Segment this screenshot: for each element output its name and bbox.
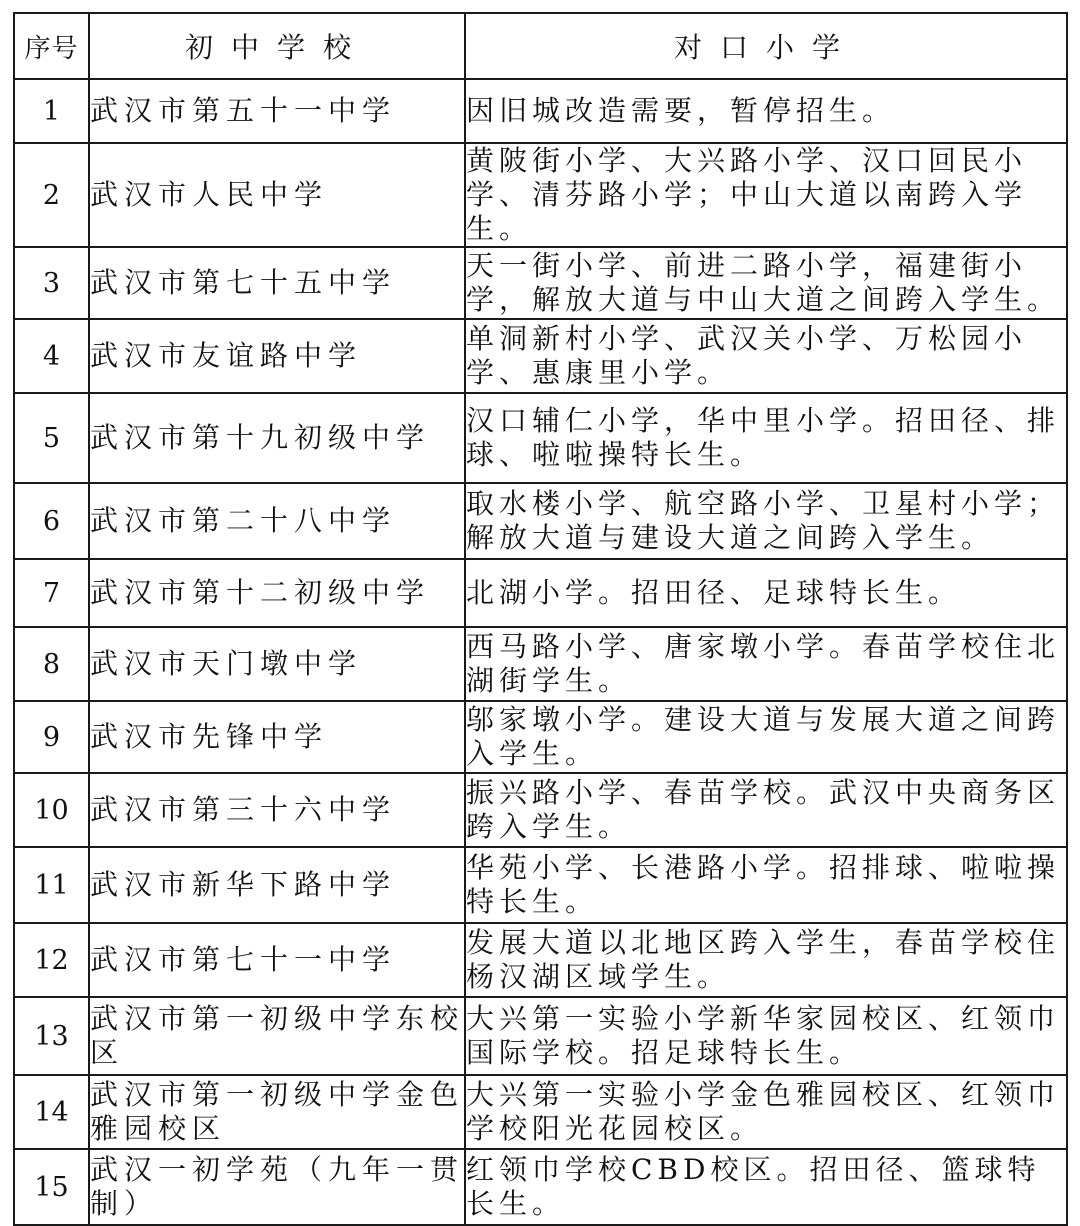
middle-school-name: 武汉市友谊路中学 bbox=[89, 319, 465, 393]
middle-school-name: 武汉市第十九初级中学 bbox=[89, 393, 465, 483]
middle-school-name: 武汉市第十二初级中学 bbox=[89, 559, 465, 627]
row-number: 15 bbox=[14, 1149, 89, 1225]
table-row bbox=[14, 393, 1067, 483]
middle-school-name: 武汉市第七十一中学 bbox=[89, 923, 465, 997]
matched-primary-schools: 振兴路小学、春苗学校。武汉中央商务区跨入学生。 bbox=[465, 773, 1067, 847]
matched-primary-schools: 天一街小学、前进二路小学，福建街小学，解放大道与中山大道之间跨入学生。 bbox=[465, 247, 1067, 319]
table-row bbox=[14, 79, 1067, 143]
matched-primary-schools: 大兴第一实验小学新华家园校区、红领巾国际学校。招足球特长生。 bbox=[465, 997, 1067, 1075]
middle-school-name: 武汉市第一初级中学东校区 bbox=[89, 997, 465, 1075]
matched-primary-schools: 汉口辅仁小学，华中里小学。招田径、排球、啦啦操特长生。 bbox=[465, 393, 1067, 483]
row-number: 13 bbox=[14, 997, 89, 1075]
middle-school-name: 武汉市第一初级中学金色雅园校区 bbox=[89, 1075, 465, 1149]
middle-school-name: 武汉市第三十六中学 bbox=[89, 773, 465, 847]
middle-school-name: 武汉市第七十五中学 bbox=[89, 247, 465, 319]
matched-primary-schools: 取水楼小学、航空路小学、卫星村小学；解放大道与建设大道之间跨入学生。 bbox=[465, 483, 1067, 559]
table-row bbox=[14, 847, 1067, 923]
matched-primary-schools: 西马路小学、唐家墩小学。春苗学校住北湖街学生。 bbox=[465, 627, 1067, 701]
row-number: 14 bbox=[14, 1075, 89, 1149]
table-row bbox=[14, 627, 1067, 701]
row-number: 9 bbox=[14, 701, 89, 773]
row-number: 8 bbox=[14, 627, 89, 701]
middle-school-name: 武汉一初学苑（九年一贯制） bbox=[89, 1149, 465, 1225]
header-matched-primary: 对口小学 bbox=[465, 13, 1067, 79]
row-number: 11 bbox=[14, 847, 89, 923]
matched-primary-schools: 单洞新村小学、武汉关小学、万松园小学、惠康里小学。 bbox=[465, 319, 1067, 393]
row-number: 2 bbox=[14, 143, 89, 247]
table-row bbox=[14, 319, 1067, 393]
row-number: 3 bbox=[14, 247, 89, 319]
middle-school-name: 武汉市先锋中学 bbox=[89, 701, 465, 773]
table-row bbox=[14, 701, 1067, 773]
table-row bbox=[14, 247, 1067, 319]
school-mapping-sheet bbox=[13, 12, 1066, 1220]
table-row bbox=[14, 143, 1067, 247]
row-number: 12 bbox=[14, 923, 89, 997]
row-number: 5 bbox=[14, 393, 89, 483]
row-number: 7 bbox=[14, 559, 89, 627]
header-serial-number: 序号 bbox=[14, 13, 89, 79]
middle-school-name: 武汉市人民中学 bbox=[89, 143, 465, 247]
matched-primary-schools: 因旧城改造需要，暂停招生。 bbox=[465, 79, 1067, 143]
matched-primary-schools: 华苑小学、长港路小学。招排球、啦啦操特长生。 bbox=[465, 847, 1067, 923]
table-header-row bbox=[14, 13, 1067, 79]
middle-school-name: 武汉市天门墩中学 bbox=[89, 627, 465, 701]
table-row bbox=[14, 483, 1067, 559]
matched-primary-schools: 大兴第一实验小学金色雅园校区、红领巾学校阳光花园校区。 bbox=[465, 1075, 1067, 1149]
table-row bbox=[14, 1075, 1067, 1149]
row-number: 4 bbox=[14, 319, 89, 393]
matched-primary-schools: 黄陂街小学、大兴路小学、汉口回民小学、清芬路小学；中山大道以南跨入学生。 bbox=[465, 143, 1067, 247]
table-row bbox=[14, 923, 1067, 997]
table-row bbox=[14, 773, 1067, 847]
middle-school-name: 武汉市第二十八中学 bbox=[89, 483, 465, 559]
table-row bbox=[14, 559, 1067, 627]
middle-school-name: 武汉市新华下路中学 bbox=[89, 847, 465, 923]
row-number: 1 bbox=[14, 79, 89, 143]
header-middle-school: 初中学校 bbox=[89, 13, 465, 79]
row-number: 10 bbox=[14, 773, 89, 847]
row-number: 6 bbox=[14, 483, 89, 559]
table-row bbox=[14, 1149, 1067, 1225]
matched-primary-schools: 北湖小学。招田径、足球特长生。 bbox=[465, 559, 1067, 627]
matched-primary-schools: 发展大道以北地区跨入学生，春苗学校住杨汉湖区域学生。 bbox=[465, 923, 1067, 997]
school-mapping-table bbox=[13, 12, 1068, 1226]
middle-school-name: 武汉市第五十一中学 bbox=[89, 79, 465, 143]
matched-primary-schools: 红领巾学校CBD校区。招田径、篮球特长生。 bbox=[465, 1149, 1067, 1225]
matched-primary-schools: 邬家墩小学。建设大道与发展大道之间跨入学生。 bbox=[465, 701, 1067, 773]
table-row bbox=[14, 997, 1067, 1075]
